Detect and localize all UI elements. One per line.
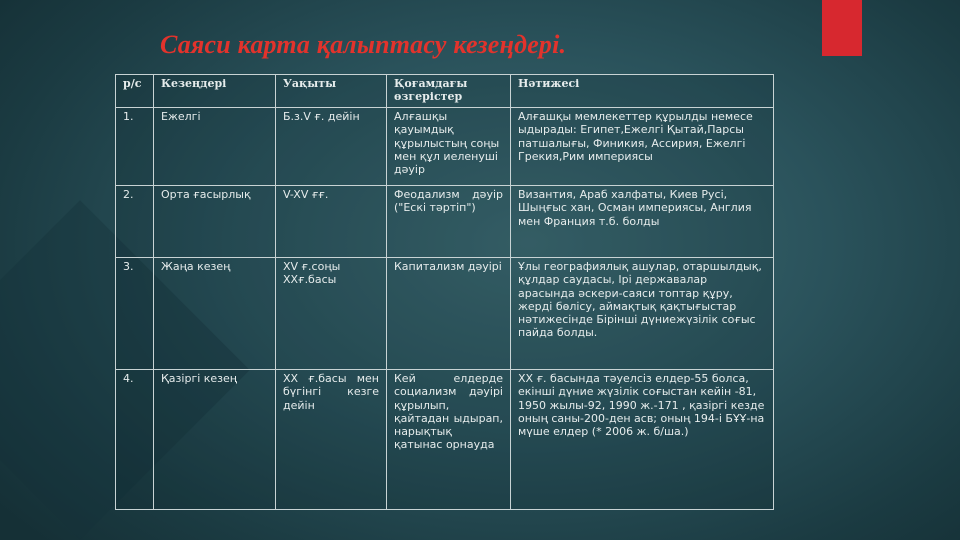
row-time: Б.з.V ғ. дейін [276, 108, 387, 186]
row-number: 3. [116, 258, 154, 370]
row-result: Ұлы географиялық ашулар, отаршылдық, құлдар саудасы, Ірі державалар арасында әскери-саяси топтар құру, жерді бөлісу, аймақтық қақтығыстар нәтижесінде Бірінші дүниежүзілік соғыс пайда болды. [511, 258, 774, 370]
row-changes: Алғашқы қауымдық құрылыстың соңы мен құл иеленуші дәуір [387, 108, 511, 186]
slide-title: Саяси карта қалыптасу кезеңдері. [160, 30, 567, 59]
accent-bar [822, 0, 862, 56]
header-number: р/с [116, 75, 154, 108]
table-row [116, 258, 774, 370]
row-changes: Феодализм дәуір ("Ескі тәртіп") [387, 186, 511, 258]
header-time: Уақыты [276, 75, 387, 108]
row-period: Ежелгі [154, 108, 276, 186]
row-period: Орта ғасырлық [154, 186, 276, 258]
row-changes: Кей елдерде социализм дәуірі құрылып, қайтадан ыдырап, нарықтық қатынас орнауда [387, 370, 511, 510]
row-period: Жаңа кезең [154, 258, 276, 370]
periods-table [115, 74, 774, 510]
row-result: Византия, Араб халфаты, Киев Русі, Шыңғыс хан, Осман империясы, Англия мен Франция т.б. болды [511, 186, 774, 258]
row-changes: Капитализм дәуірі [387, 258, 511, 370]
row-time: XV ғ.соңы XXғ.басы [276, 258, 387, 370]
row-result: XX ғ. басында тәуелсіз елдер-55 болса, екінші дүние жүзілік соғыстан кейін -81, 1950 жылы-92, 1990 ж.-171 , қазіргі кезде оның саны-200-ден асв; оның 194-і БҰҰ-на мүше елдер (* 2006 ж. б/ша.) [511, 370, 774, 510]
row-result: Алғашқы мемлекеттер құрылды немесе ыдырады: Египет,Ежелгі Қытай,Парсы патшалығы, Финикия, Ассирия, Ежелгі Грекия,Рим империясы [511, 108, 774, 186]
row-time: V-XV ғғ. [276, 186, 387, 258]
header-result: Нәтижесі [511, 75, 774, 108]
table-header-row [116, 75, 774, 108]
table-row [116, 186, 774, 258]
row-number: 2. [116, 186, 154, 258]
row-number: 4. [116, 370, 154, 510]
table-row [116, 108, 774, 186]
header-changes: Қоғамдағы өзгерістер [387, 75, 511, 108]
header-period: Кезеңдері [154, 75, 276, 108]
row-number: 1. [116, 108, 154, 186]
row-time: XX ғ.басы мен бүгінгі кезге дейін [276, 370, 387, 510]
table-row [116, 370, 774, 510]
row-period: Қазіргі кезең [154, 370, 276, 510]
